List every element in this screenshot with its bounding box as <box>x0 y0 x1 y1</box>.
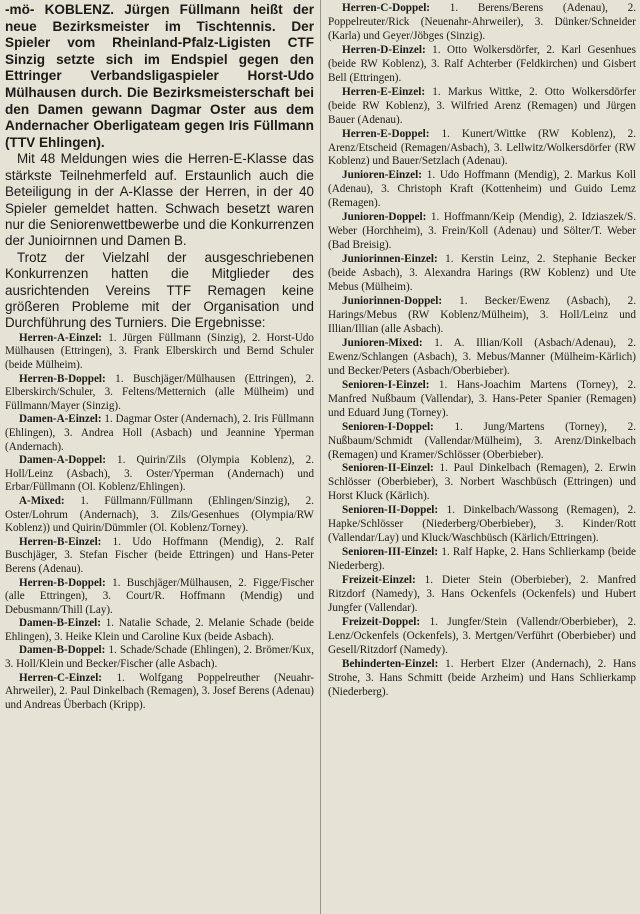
result-entry <box>5 373 314 414</box>
result-text: 1. Füllmann/Füllmann (Ehlingen/Sinzig), 2. Oster/Lohrum (Andernach), 3. Zils/Gesenhues (Olympia/RW Koblenz)) und Quirin/Dümmler (Ol. Koblenz/Torney). <box>5 494 315 535</box>
result-entry <box>328 574 636 616</box>
result-entry <box>5 617 314 644</box>
result-text: 1. Jung/Martens (Torney), 2. Nußbaum/Schmidt (Vallendar/Mülheim), 3. Arenz/Dinkelbach (Remagen) und Kramer/Schlösser (Oberbieber). <box>328 420 636 461</box>
result-entry <box>328 462 636 504</box>
result-text: 1. Kunert/Wittke (RW Koblenz), 2. Arenz/Etscheid (Remagen/Asbach), 3. Lellwitz/Wolkersdörfer (RW Koblenz) und Bauer/Setzlach (Adenau). <box>328 127 636 168</box>
result-text: 1. Jungfer/Stein (Vallendr/Oberbieber), 2. Lenz/Ockenfels (Ockenfels), 3. Mertgen/Verführt (Oberbieber) und Gesell/Ritzdorf (Namedy). <box>328 615 637 656</box>
result-entry <box>5 332 314 373</box>
result-text: 1. Dinkelbach/Wassong (Remagen), 2. Hapke/Schlösser (Niederberg/Oberbieber), 3. Kinder/Rott (Vallendar/Lay) und Kluck/Waschbüsch (Kärlich/Ettringen). <box>328 504 636 545</box>
result-entry <box>5 672 314 713</box>
result-category: Damen-A-Einzel: <box>19 413 102 426</box>
result-category: Damen-B-Einzel: <box>19 617 101 630</box>
result-category: Senioren-II-Doppel: <box>342 504 439 517</box>
result-text: 1. Paul Dinkelbach (Remagen), 2. Erwin Schlösser (Oberbieber), 3. Norbert Waschbüsch (Ettringen) und Horst Kluck (Kärlich). <box>328 462 637 503</box>
result-text: 1. Hans-Joachim Martens (Torney), 2. Manfred Nußbaum (Vallendar), 3. Hans-Peter Spanier (Remagen) und Eduard Jung (Torney). <box>328 378 636 419</box>
result-text: 1. Dieter Stein (Oberbieber), 2. Manfred Ritzdorf (Namedy), 3. Hans Ockenfels (Ockenfels) und Hubert Jungfer (Vallendar). <box>328 574 636 614</box>
result-text: 1. Ralf Hapke, 2. Hans Schlierkamp (beide Niederberg). <box>328 546 637 573</box>
result-category: Herren-C-Einzel: <box>19 671 102 684</box>
result-entry <box>328 169 636 211</box>
result-entry <box>328 546 636 574</box>
result-text: 1. Udo Hoffmann (Mendig), 2. Markus Koll (Adenau), 3. Christoph Kraft (Kottenheim) und Guido Lemz (Remagen). <box>328 169 637 210</box>
result-category: Herren-D-Einzel: <box>342 43 426 56</box>
result-category: Juniorinnen-Einzel: <box>342 253 438 266</box>
result-entry <box>5 577 314 618</box>
result-text: 1. Buschjäger/Mülhausen, 2. Figge/Fischer (alle Ettringen), 3. Court/R. Hoffmann (Mendig) und Debusmann/Thill (Lay). <box>5 576 314 616</box>
result-category: Herren-B-Doppel: <box>19 576 106 589</box>
result-entry <box>328 211 636 253</box>
result-category: Junioren-Doppel: <box>342 211 427 224</box>
result-category: A-Mixed: <box>19 494 65 507</box>
result-category: Herren-C-Doppel: <box>342 2 431 14</box>
result-category: Damen-B-Doppel: <box>19 644 106 657</box>
result-entry <box>5 413 314 454</box>
right-column <box>323 0 640 914</box>
result-text: 1. Udo Hoffmann (Mendig), 2. Ralf Buschjäger, 3. Stefan Fischer (beide Ettringen) und Hans-Peter Berens (Adenau). <box>5 535 315 575</box>
result-entry <box>328 128 636 170</box>
result-text: 1. Dagmar Oster (Andernach), 2. Iris Füllmann (Ehlingen), 3. Andrea Holl (Asbach) und Jeannine Yperman (Andernach). <box>5 413 314 453</box>
result-text: 1. Jürgen Füllmann (Sinzig), 2. Horst-Udo Mülhausen (Ettringen), 3. Frank Elberskirch und Bernd Schuler (beide Mülheim). <box>5 331 314 371</box>
result-entry <box>328 337 636 379</box>
result-category: Freizeit-Einzel: <box>342 574 416 587</box>
result-entry <box>5 454 314 495</box>
result-text: 1. Becker/Ewenz (Asbach), 2. Harings/Mebus (RW Koblenz/Mülheim), 3. Holl/Leinz und Illian/Illian (alle Asbach). <box>328 295 637 335</box>
result-text: 1. Herbert Elzer (Andernach), 2. Hans Strohe, 3. Hans Schmitt (beide Arzheim) und Hans Schlierkamp (Niederberg). <box>328 657 636 698</box>
result-text: 1. Kerstin Leinz, 2. Stephanie Becker (beide Asbach), 3. Alexandra Harings (RW Koblenz) und Ute Mebus (Mülheim). <box>328 253 637 294</box>
result-text: 1. Markus Wittke, 2. Otto Wolkersdörfer (beide RW Koblenz), 3. Wilfried Arenz (Remagen) und Jürgen Bauer (Adenau). <box>328 85 636 126</box>
lead-paragraph: -mö- KOBLENZ. Jürgen Füllmann heißt der neue Bezirksmeister im Tischtennis. Der Spieler vom Rheinland-Pfalz-Ligisten CTF Sinzig setzte sich im Endspiel gegen den Ettringer Verbandsligaspieler Horst-Udo Mülhausen durch. Die Bezirksmeisterschaft bei den Damen gewann Dagmar Oster aus dem Andernacher Oberligateam gegen Iris Füllmann (TTV Ehlingen). <box>5 2 314 150</box>
result-category: Herren-A-Einzel: <box>19 331 102 344</box>
result-entry <box>328 421 636 463</box>
result-category: Behinderten-Einzel: <box>342 657 439 670</box>
result-category: Damen-A-Doppel: <box>19 454 106 467</box>
result-entry <box>5 495 314 536</box>
result-text: 1. Schade/Schade (Ehlingen), 2. Brömer/Kux, 3. Holl/Klein und Becker/Fischer (alle Asbach). <box>5 644 314 671</box>
result-entry <box>328 295 636 337</box>
result-entry <box>328 253 636 295</box>
result-entry <box>5 644 314 671</box>
result-entry <box>328 658 636 700</box>
result-entry <box>5 536 314 577</box>
result-category: Herren-E-Einzel: <box>342 85 426 98</box>
result-text: 1. A. Illian/Koll (Asbach/Adenau), 2. Ewenz/Schlangen (Asbach), 3. Mebus/Manner (Mülheim-Kärlich) und Becker/Peters (Asbach/Oberbieber). <box>328 336 636 377</box>
result-text: 1. Berens/Berens (Adenau), 2. Poppelreuter/Rick (Neuenahr-Ahrweiler), 3. Dünker/Schneider (Karla) und Geyer/Jöbges (Sinzig). <box>328 2 637 42</box>
result-category: Senioren-II-Einzel: <box>342 462 434 475</box>
result-category: Junioren-Einzel: <box>342 169 422 182</box>
column-divider <box>320 0 321 914</box>
result-entry <box>328 2 636 44</box>
result-entry <box>328 379 636 421</box>
result-category: Herren-E-Doppel: <box>342 127 430 140</box>
result-category: Juniorinnen-Doppel: <box>342 295 443 308</box>
result-entry <box>328 616 636 658</box>
result-category: Senioren-I-Einzel: <box>342 378 430 391</box>
result-text: 1. Quirin/Zils (Olympia Koblenz), 2. Holl/Leinz (Asbach), 3. Oster/Yperman (Andernach) und Erbar/Füllmann (Ol. Koblenz/Ehlingen). <box>5 454 314 494</box>
result-entry <box>328 44 636 86</box>
results-list-left <box>5 332 314 713</box>
result-text: 1. Natalie Schade, 2. Melanie Schade (beide Ehlingen), 3. Heike Klein und Caroline Kux (beide Asbach). <box>5 617 314 643</box>
result-entry <box>328 504 636 546</box>
results-list-right <box>328 2 636 700</box>
result-category: Senioren-III-Einzel: <box>342 546 439 559</box>
body-paragraph: Mit 48 Meldungen wies die Herren-E-Klasse das stärkste Teilnehmerfeld auf. Erstaunlich auch die Beteiligung in der A-Klasse der Herren, in der 40 Spieler gemeldet hatten. Schwach besetzt waren nur die Seniorenwettbewerbe und die Konkurrenzen der Junioirnnen und Damen B. <box>5 151 314 249</box>
result-text: 1. Otto Wolkersdörfer, 2. Karl Gesenhues (beide RW Koblenz), 3. Ralf Achterber (Feldkirchen) und Gisbert Bell (Ettringen). <box>328 43 637 84</box>
result-category: Freizeit-Doppel: <box>342 615 421 628</box>
result-category: Herren-B-Einzel: <box>19 535 102 548</box>
result-text: 1. Hoffmann/Keip (Mendig), 2. Idziaszek/S. Weber (Horchheim), 3. Frein/Koll (Adenau) und Sölter/T. Weber (Bad Breisig). <box>328 211 637 252</box>
result-text: 1. Wolfgang Poppelreuther (Neuahr-Ahrweiler), 2. Paul Dinkelbach (Remagen), 3. Josef Berens (Adenau) und Andreas Überbach (Kripp). <box>5 671 314 711</box>
result-category: Junioren-Mixed: <box>342 336 423 349</box>
body-paragraph: Trotz der Vielzahl der ausgeschriebenen Konkurrenzen hatten die Mitglieder des ausrichtenden Vereins TTF Remagen keine größeren Probleme mit der Organisation und Durchführung des Turniers. Die Ergebnisse: <box>5 249 314 331</box>
result-category: Herren-B-Doppel: <box>19 372 106 385</box>
result-entry <box>328 86 636 128</box>
result-category: Senioren-I-Doppel: <box>342 420 434 433</box>
result-text: 1. Buschjäger/Mülhausen (Ettringen), 2. Elberskirch/Schuler, 3. Feltens/Metternich (alle Mülheim) und Füllmann/Mayer (Sinzig). <box>5 372 314 412</box>
